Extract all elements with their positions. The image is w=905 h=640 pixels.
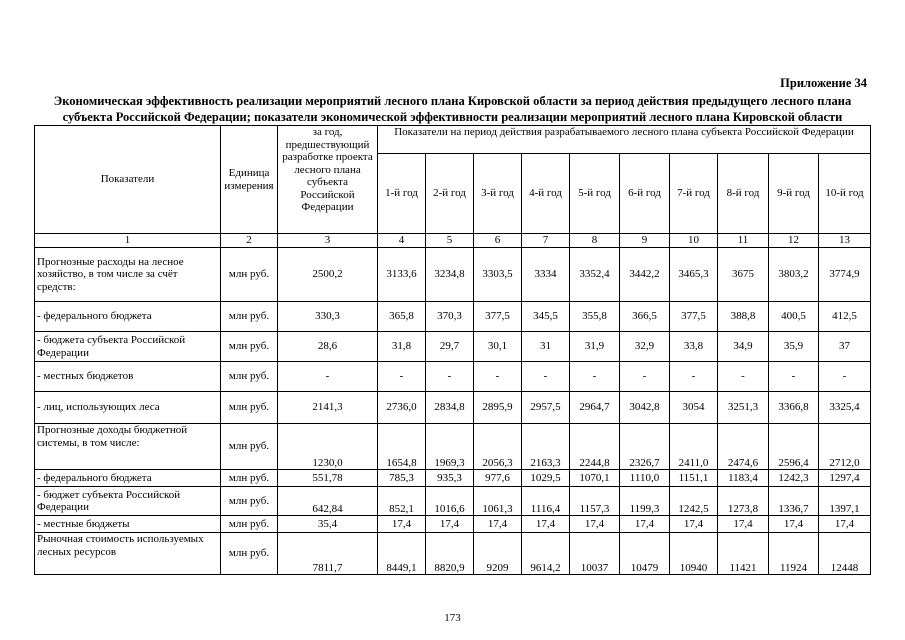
previous-year-value: 551,78 [278,470,378,487]
column-number: 2 [221,234,278,248]
row-label: - местных бюджетов [35,362,221,392]
year-value: 1969,3 [426,424,474,470]
year-value: 2163,3 [522,424,570,470]
year-value: - [769,362,819,392]
year-value: 1242,5 [670,487,718,516]
row-label: - федерального бюджета [35,470,221,487]
table-row [35,487,871,516]
year-value: 3465,3 [670,248,718,302]
row-unit: млн руб. [221,533,278,575]
row-unit: млн руб. [221,516,278,533]
year-value: - [474,362,522,392]
year-value: 17,4 [718,516,769,533]
table-row [35,424,871,470]
table-row [35,332,871,362]
year-value: 17,4 [522,516,570,533]
year-value: 785,3 [378,470,426,487]
year-value: 9614,2 [522,533,570,575]
year-value: 3303,5 [474,248,522,302]
year-value: 33,8 [670,332,718,362]
year-value: 3133,6 [378,248,426,302]
year-header: 8-й год [718,154,769,234]
year-header: 3-й год [474,154,522,234]
year-value: 17,4 [819,516,871,533]
column-number: 3 [278,234,378,248]
previous-year-value: 28,6 [278,332,378,362]
year-value: 34,9 [718,332,769,362]
header-unit: Единица измерения [221,126,278,234]
year-value: 388,8 [718,302,769,332]
year-value: 852,1 [378,487,426,516]
year-value: 2957,5 [522,392,570,424]
year-value: 1157,3 [570,487,620,516]
appendix-label: Приложение 34 [780,76,867,90]
year-value: 2736,0 [378,392,426,424]
row-unit: млн руб. [221,248,278,302]
column-number: 9 [620,234,670,248]
row-label: Прогнозные расходы на лесное хозяйство, в том числе за счёт средств: [35,248,221,302]
column-number: 13 [819,234,871,248]
year-value: 3334 [522,248,570,302]
year-value: 2895,9 [474,392,522,424]
year-value: 2411,0 [670,424,718,470]
year-value: 2964,7 [570,392,620,424]
previous-year-value: 642,84 [278,487,378,516]
column-numbers-row [35,234,871,248]
year-value: 1116,4 [522,487,570,516]
year-value: 30,1 [474,332,522,362]
year-value: 1070,1 [570,470,620,487]
year-value: - [620,362,670,392]
year-header: 5-й год [570,154,620,234]
year-header: 7-й год [670,154,718,234]
year-value: 1016,6 [426,487,474,516]
row-unit: млн руб. [221,302,278,332]
year-header: 10-й год [819,154,871,234]
row-label: - бюджета субъекта Российской Федерации [35,332,221,362]
column-number: 12 [769,234,819,248]
year-value: 11421 [718,533,769,575]
row-label: - бюджет субъекта Российской Федерации [35,487,221,516]
year-value: 3352,4 [570,248,620,302]
year-value: - [378,362,426,392]
year-value: 35,9 [769,332,819,362]
year-value: 8820,9 [426,533,474,575]
previous-year-value: 330,3 [278,302,378,332]
year-value: 8449,1 [378,533,426,575]
previous-year-value: 1230,0 [278,424,378,470]
year-value: 365,8 [378,302,426,332]
column-number: 4 [378,234,426,248]
year-header: 2-й год [426,154,474,234]
year-value: 1336,7 [769,487,819,516]
year-value: - [570,362,620,392]
year-value: 2474,6 [718,424,769,470]
year-value: 3803,2 [769,248,819,302]
table-row [35,470,871,487]
year-value: 400,5 [769,302,819,332]
previous-year-value: 2141,3 [278,392,378,424]
row-label: - федерального бюджета [35,302,221,332]
previous-year-value: - [278,362,378,392]
column-number: 7 [522,234,570,248]
previous-year-value: 2500,2 [278,248,378,302]
year-value: 3251,3 [718,392,769,424]
title-line-1: Экономическая эффективность реализации мероприятий лесного плана Кировской области за период действия предыдущего лесного плана [53,94,852,108]
year-value: 17,4 [620,516,670,533]
year-value: - [718,362,769,392]
table-row [35,516,871,533]
year-value: 977,6 [474,470,522,487]
year-value: 1183,4 [718,470,769,487]
row-unit: млн руб. [221,392,278,424]
year-value: 2596,4 [769,424,819,470]
table-row [35,392,871,424]
year-value: 1029,5 [522,470,570,487]
header-plan-period: Показатели на период действия разрабатываемого лесного плана субъекта Российской Федерации [378,126,871,154]
year-value: 345,5 [522,302,570,332]
year-value: 1110,0 [620,470,670,487]
row-label: - местные бюджеты [35,516,221,533]
year-value: 3054 [670,392,718,424]
year-header: 6-й год [620,154,670,234]
year-value: 2056,3 [474,424,522,470]
year-value: 9209 [474,533,522,575]
year-value: 11924 [769,533,819,575]
table-row [35,362,871,392]
year-value: 366,5 [620,302,670,332]
year-value: 3234,8 [426,248,474,302]
previous-year-value: 35,4 [278,516,378,533]
year-value: 2326,7 [620,424,670,470]
row-label: Прогнозные доходы бюджетной системы, в том числе: [35,424,221,470]
year-value: 2834,8 [426,392,474,424]
row-unit: млн руб. [221,362,278,392]
year-value: 17,4 [570,516,620,533]
year-value: 3042,8 [620,392,670,424]
year-value: 3774,9 [819,248,871,302]
column-number: 1 [35,234,221,248]
year-value: 37 [819,332,871,362]
year-value: 355,8 [570,302,620,332]
year-value: 1061,3 [474,487,522,516]
year-value: 17,4 [378,516,426,533]
year-value: 17,4 [426,516,474,533]
table-row [35,533,871,575]
column-number: 6 [474,234,522,248]
document-title [30,93,875,125]
year-value: 3366,8 [769,392,819,424]
page-number: 173 [444,612,461,624]
row-unit: млн руб. [221,470,278,487]
year-value: - [426,362,474,392]
year-value: 1199,3 [620,487,670,516]
efficiency-table [34,125,871,575]
previous-year-value: 7811,7 [278,533,378,575]
table-body [35,248,871,575]
year-value: 1151,1 [670,470,718,487]
year-value: 10037 [570,533,620,575]
header-indicators: Показатели [35,126,221,234]
year-value: 29,7 [426,332,474,362]
year-value: 1242,3 [769,470,819,487]
year-value: 17,4 [670,516,718,533]
year-value: 377,5 [670,302,718,332]
row-unit: млн руб. [221,332,278,362]
year-value: 3325,4 [819,392,871,424]
row-label: - лиц, использующих леса [35,392,221,424]
row-unit: млн руб. [221,487,278,516]
year-value: 2712,0 [819,424,871,470]
year-value: 1297,4 [819,470,871,487]
year-value: 3442,2 [620,248,670,302]
year-value: 31,9 [570,332,620,362]
row-label: Рыночная стоимость используемых лесных ресурсов [35,533,221,575]
year-value: 3675 [718,248,769,302]
year-value: 17,4 [769,516,819,533]
header-previous-year: за год, предшествующий разработке проекта лесного плана субъекта Российской Федерации [278,126,378,234]
year-value: 370,3 [426,302,474,332]
year-value: 1654,8 [378,424,426,470]
year-value: 2244,8 [570,424,620,470]
year-header: 9-й год [769,154,819,234]
column-number: 5 [426,234,474,248]
year-value: 12448 [819,533,871,575]
year-value: 10479 [620,533,670,575]
year-header: 4-й год [522,154,570,234]
year-value: 377,5 [474,302,522,332]
year-value: 1273,8 [718,487,769,516]
column-number: 11 [718,234,769,248]
title-line-2: субъекта Российской Федерации; показатели экономической эффективности реализации мероприятий лесного плана Кировской области [62,110,843,124]
table-row [35,248,871,302]
table-row [35,302,871,332]
year-value: 32,9 [620,332,670,362]
year-value: - [522,362,570,392]
year-value: - [819,362,871,392]
year-value: 10940 [670,533,718,575]
year-value: 412,5 [819,302,871,332]
year-header: 1-й год [378,154,426,234]
column-number: 10 [670,234,718,248]
row-unit: млн руб. [221,424,278,470]
year-value: 31,8 [378,332,426,362]
year-value: 1397,1 [819,487,871,516]
column-number: 8 [570,234,620,248]
year-value: 17,4 [474,516,522,533]
year-value: 935,3 [426,470,474,487]
year-value: 31 [522,332,570,362]
year-value: - [670,362,718,392]
